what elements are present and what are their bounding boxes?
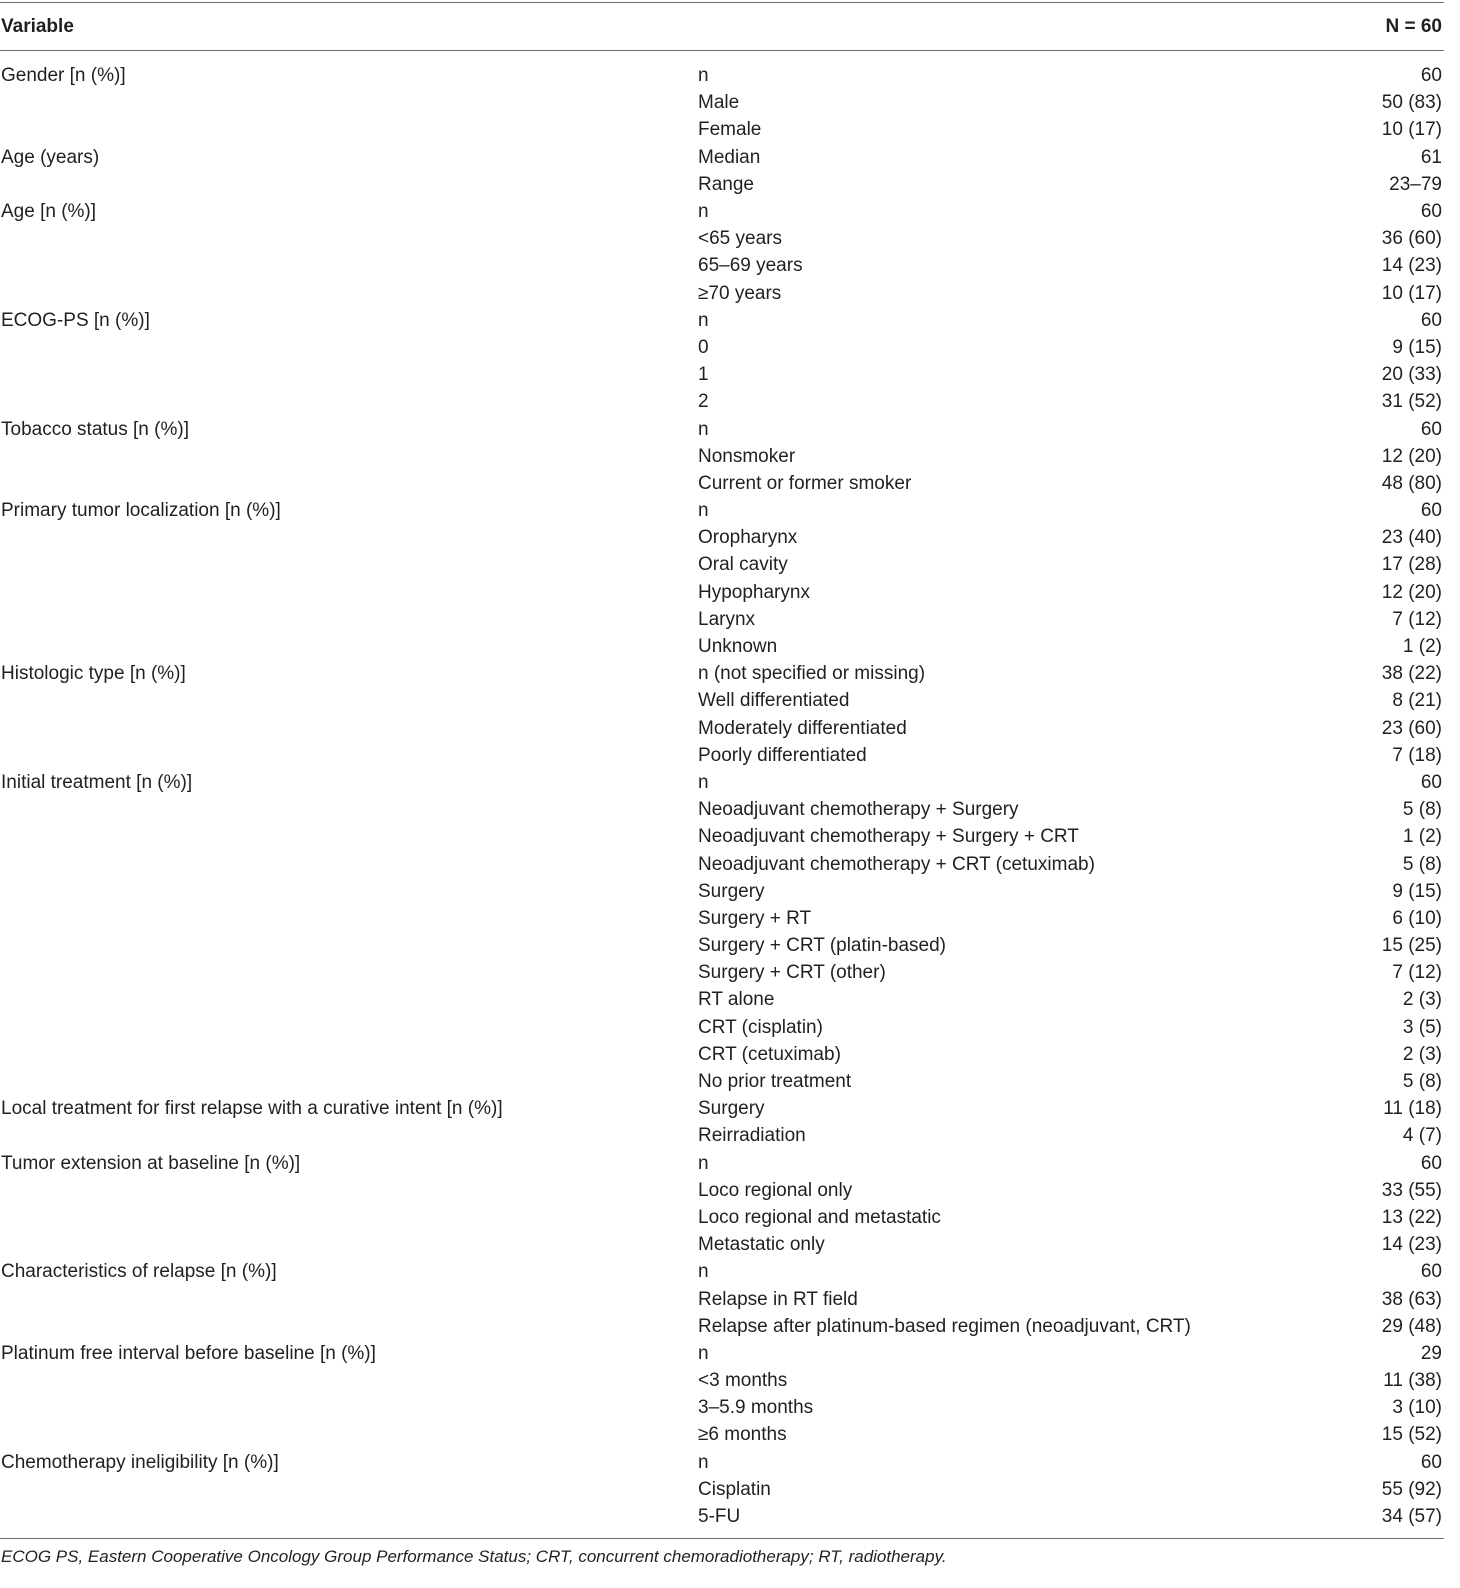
row-value: 60 xyxy=(1420,1451,1442,1473)
row-category: Female xyxy=(698,119,762,141)
row-value: 8 (21) xyxy=(1392,690,1442,712)
row-value: 60 xyxy=(1420,201,1442,223)
row-category: Oral cavity xyxy=(698,554,788,576)
table-row xyxy=(0,1285,1444,1312)
table-row xyxy=(0,524,1444,551)
table-row xyxy=(0,1150,1444,1177)
row-value: 15 (25) xyxy=(1381,935,1442,957)
row-category: Unknown xyxy=(698,636,778,658)
table-row xyxy=(0,171,1444,198)
row-variable: Histologic type [n (%)] xyxy=(1,663,186,685)
row-category: 65–69 years xyxy=(698,255,803,277)
row-category: RT alone xyxy=(698,989,775,1011)
row-category: Hypopharynx xyxy=(698,581,810,603)
table-row xyxy=(0,470,1444,497)
table-row xyxy=(0,878,1444,905)
table-row xyxy=(0,1394,1444,1421)
row-value: 38 (63) xyxy=(1381,1288,1442,1310)
table-row xyxy=(0,443,1444,470)
row-value: 5 (8) xyxy=(1402,1071,1442,1093)
row-value: 34 (57) xyxy=(1381,1506,1442,1528)
row-category: Reirradiation xyxy=(698,1125,806,1147)
row-category: Male xyxy=(698,92,740,114)
table-row xyxy=(0,742,1444,769)
table-row xyxy=(0,823,1444,850)
table-footnote: ECOG PS, Eastern Cooperative Oncology Group Performance Status; CRT, concurrent chemoradiotherapy; RT, radiotherapy. xyxy=(1,1547,947,1567)
row-value: 6 (10) xyxy=(1392,907,1442,929)
row-value: 1 (2) xyxy=(1402,826,1442,848)
row-value: 55 (92) xyxy=(1381,1478,1442,1500)
row-value: 31 (52) xyxy=(1381,391,1442,413)
row-value: 9 (15) xyxy=(1392,336,1442,358)
row-value: 23–79 xyxy=(1389,173,1442,195)
table-row xyxy=(0,497,1444,524)
table-row xyxy=(0,1095,1444,1122)
row-value: 3 (10) xyxy=(1392,1397,1442,1419)
table-row xyxy=(0,687,1444,714)
row-category: n xyxy=(698,500,709,522)
row-category: Surgery + CRT (other) xyxy=(698,962,886,984)
row-value: 10 (17) xyxy=(1381,282,1442,304)
row-category: No prior treatment xyxy=(698,1071,852,1093)
row-variable: Characteristics of relapse [n (%)] xyxy=(1,1261,277,1283)
row-category: Oropharynx xyxy=(698,527,798,549)
row-category: n xyxy=(698,1152,709,1174)
row-category: Neoadjuvant chemotherapy + Surgery xyxy=(698,799,1019,821)
table-row xyxy=(0,1503,1444,1530)
table-row xyxy=(0,932,1444,959)
row-value: 13 (22) xyxy=(1381,1206,1442,1228)
row-variable: Age (years) xyxy=(1,146,100,168)
row-category: Relapse after platinum-based regimen (neoadjuvant, CRT) xyxy=(698,1315,1191,1337)
table-row xyxy=(0,633,1444,660)
baseline-characteristics-table xyxy=(0,2,1444,1567)
row-value: 11 (18) xyxy=(1383,1098,1442,1120)
row-category: n xyxy=(698,65,709,87)
row-category: CRT (cetuximab) xyxy=(698,1043,841,1065)
row-category: 0 xyxy=(698,336,709,358)
row-category: n xyxy=(698,418,709,440)
row-category: n xyxy=(698,1451,709,1473)
row-category: Poorly differentiated xyxy=(698,744,867,766)
table-row xyxy=(0,1421,1444,1448)
table-row xyxy=(0,1204,1444,1231)
row-value: 7 (18) xyxy=(1392,744,1442,766)
row-variable: Gender [n (%)] xyxy=(1,65,126,87)
table-row xyxy=(0,116,1444,143)
row-value: 11 (38) xyxy=(1383,1370,1442,1392)
table-row xyxy=(0,1014,1444,1041)
row-category: n xyxy=(698,771,709,793)
row-variable: Tumor extension at baseline [n (%)] xyxy=(1,1152,301,1174)
table-row xyxy=(0,579,1444,606)
row-value: 14 (23) xyxy=(1381,1234,1442,1256)
table-row xyxy=(0,606,1444,633)
row-category: Neoadjuvant chemotherapy + CRT (cetuximab) xyxy=(698,853,1095,875)
row-value: 60 xyxy=(1420,309,1442,331)
table-row xyxy=(0,905,1444,932)
table-row xyxy=(0,959,1444,986)
row-category: <3 months xyxy=(698,1370,788,1392)
table-row xyxy=(0,1313,1444,1340)
row-value: 2 (3) xyxy=(1402,1043,1442,1065)
row-category: Larynx xyxy=(698,608,756,630)
table-row xyxy=(0,225,1444,252)
table-row xyxy=(0,1367,1444,1394)
row-value: 10 (17) xyxy=(1381,119,1442,141)
row-variable: Platinum free interval before baseline [n (%)] xyxy=(1,1342,376,1364)
row-value: 60 xyxy=(1420,771,1442,793)
table-row xyxy=(0,252,1444,279)
row-category: ≥70 years xyxy=(698,282,782,304)
row-category: <65 years xyxy=(698,228,782,250)
row-value: 60 xyxy=(1420,65,1442,87)
row-variable: Tobacco status [n (%)] xyxy=(1,418,189,440)
row-category: Neoadjuvant chemotherapy + Surgery + CRT xyxy=(698,826,1079,848)
row-value: 23 (40) xyxy=(1381,527,1442,549)
table-row xyxy=(0,1122,1444,1149)
table-row xyxy=(0,660,1444,687)
table-row xyxy=(0,415,1444,442)
table-row xyxy=(0,769,1444,796)
row-value: 38 (22) xyxy=(1381,663,1442,685)
table-row xyxy=(0,198,1444,225)
row-value: 14 (23) xyxy=(1381,255,1442,277)
row-value: 1 (2) xyxy=(1402,636,1442,658)
row-value: 5 (8) xyxy=(1402,799,1442,821)
table-row xyxy=(0,89,1444,116)
row-variable: Chemotherapy ineligibility [n (%)] xyxy=(1,1451,279,1473)
row-category: Moderately differentiated xyxy=(698,717,907,739)
row-category: n xyxy=(698,201,709,223)
table-row xyxy=(0,1476,1444,1503)
row-value: 60 xyxy=(1420,418,1442,440)
row-value: 33 (55) xyxy=(1381,1179,1442,1201)
row-value: 4 (7) xyxy=(1402,1125,1442,1147)
table-row xyxy=(0,1449,1444,1476)
row-value: 50 (83) xyxy=(1381,92,1442,114)
row-category: n xyxy=(698,1261,709,1283)
table-row xyxy=(0,144,1444,171)
table-row xyxy=(0,280,1444,307)
row-value: 48 (80) xyxy=(1381,472,1442,494)
row-category: Median xyxy=(698,146,761,168)
header-n-total: N = 60 xyxy=(1385,15,1442,37)
row-category: 5-FU xyxy=(698,1506,741,1528)
row-category: ≥6 months xyxy=(698,1424,787,1446)
table-row xyxy=(0,307,1444,334)
row-value: 17 (28) xyxy=(1381,554,1442,576)
row-variable: Age [n (%)] xyxy=(1,201,97,223)
row-variable: Primary tumor localization [n (%)] xyxy=(1,500,281,522)
row-value: 5 (8) xyxy=(1402,853,1442,875)
header-variable: Variable xyxy=(1,15,74,37)
row-value: 61 xyxy=(1420,146,1442,168)
row-value: 23 (60) xyxy=(1381,717,1442,739)
row-category: Surgery xyxy=(698,1098,765,1120)
row-value: 2 (3) xyxy=(1402,989,1442,1011)
table-header xyxy=(0,3,1444,50)
row-category: Well differentiated xyxy=(698,690,850,712)
row-category: 1 xyxy=(698,364,709,386)
table-row xyxy=(0,551,1444,578)
row-value: 60 xyxy=(1420,500,1442,522)
row-value: 7 (12) xyxy=(1392,962,1442,984)
row-variable: Initial treatment [n (%)] xyxy=(1,771,193,793)
table-row xyxy=(0,334,1444,361)
table-row xyxy=(0,62,1444,89)
table-row xyxy=(0,1258,1444,1285)
row-category: n xyxy=(698,1342,709,1364)
row-category: Current or former smoker xyxy=(698,472,912,494)
row-variable: Local treatment for first relapse with a curative intent [n (%)] xyxy=(1,1098,503,1120)
row-value: 12 (20) xyxy=(1381,581,1442,603)
row-category: Surgery + CRT (platin-based) xyxy=(698,935,946,957)
row-category: Loco regional and metastatic xyxy=(698,1206,941,1228)
table-row xyxy=(0,796,1444,823)
table-row xyxy=(0,361,1444,388)
table-row xyxy=(0,986,1444,1013)
table-row xyxy=(0,1231,1444,1258)
row-category: 2 xyxy=(698,391,709,413)
row-value: 7 (12) xyxy=(1392,608,1442,630)
table-row xyxy=(0,850,1444,877)
table-row xyxy=(0,1177,1444,1204)
table-row xyxy=(0,1068,1444,1095)
table-row xyxy=(0,388,1444,415)
row-category: Metastatic only xyxy=(698,1234,825,1256)
row-value: 60 xyxy=(1420,1261,1442,1283)
row-value: 9 (15) xyxy=(1392,880,1442,902)
row-category: Range xyxy=(698,173,754,195)
row-category: Surgery xyxy=(698,880,765,902)
table-body xyxy=(0,51,1444,1530)
row-value: 3 (5) xyxy=(1402,1016,1442,1038)
row-value: 12 (20) xyxy=(1381,445,1442,467)
row-category: Cisplatin xyxy=(698,1478,771,1500)
row-value: 15 (52) xyxy=(1381,1424,1442,1446)
row-category: n xyxy=(698,309,709,331)
row-category: n (not specified or missing) xyxy=(698,663,926,685)
table-row xyxy=(0,1340,1444,1367)
row-category: Loco regional only xyxy=(698,1179,853,1201)
row-value: 29 (48) xyxy=(1381,1315,1442,1337)
row-category: 3–5.9 months xyxy=(698,1397,814,1419)
row-category: CRT (cisplatin) xyxy=(698,1016,823,1038)
row-category: Relapse in RT field xyxy=(698,1288,858,1310)
row-category: Nonsmoker xyxy=(698,445,796,467)
table-row xyxy=(0,1041,1444,1068)
row-value: 36 (60) xyxy=(1381,228,1442,250)
table-row xyxy=(0,715,1444,742)
row-value: 60 xyxy=(1420,1152,1442,1174)
row-value: 29 xyxy=(1420,1342,1442,1364)
row-category: Surgery + RT xyxy=(698,907,812,929)
row-value: 20 (33) xyxy=(1381,364,1442,386)
row-variable: ECOG-PS [n (%)] xyxy=(1,309,150,331)
